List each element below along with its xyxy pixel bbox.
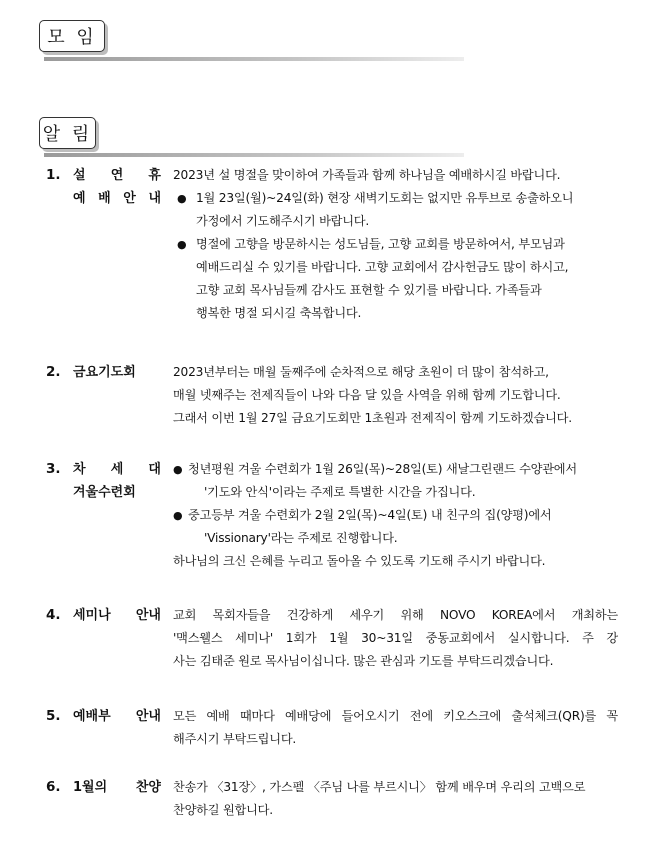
notice-text: 2023년 설 명절을 맞이하여 가족들과 함께 하나님을 예배하시길 바랍니다.	[173, 168, 561, 182]
notice-body	[173, 164, 618, 325]
bullet-item	[173, 504, 618, 550]
notice-title-line: 금요기도회	[73, 365, 136, 380]
notice-number: 6.	[46, 779, 61, 795]
notice-number: 4.	[46, 607, 61, 623]
notice-text: 가정에서 기도해주시기 바랍니다.	[196, 214, 370, 228]
notice-text: 'Vissionary'라는 주제로 진행합니다.	[204, 531, 398, 545]
notice-title	[73, 776, 161, 799]
notice-text: 그래서 이번 1월 27일 금요기도회만 1초원과 전제직이 함께 기도하겠습니다.	[173, 411, 572, 425]
notice-text: 교회 목회자들을 건강하게 세우기 위해 NOVO KOREA에서 개최하는	[173, 608, 618, 622]
notice-text: '기도와 안식'이라는 주제로 특별한 시간을 가집니다.	[204, 485, 476, 499]
notice-text: 청년평원 겨울 수련회가 1월 26일(목)~28일(토) 새날그린랜드 수양관에서	[188, 462, 577, 476]
notice-text: 2023년부터는 매월 둘째주에 순차적으로 해당 초원이 더 많이 참석하고,	[173, 365, 549, 379]
notice-title-line: 세미나 안내	[73, 608, 161, 623]
section-label-moim: 모 임	[47, 27, 97, 48]
notice-text: 하나님의 크신 은혜를 누리고 돌아올 수 있도록 기도해 주시기 바랍니다.	[173, 554, 546, 568]
section-tab-moim	[39, 20, 105, 52]
section-label-allim: 알 림	[42, 124, 93, 145]
bullet-dot-icon: ●	[173, 509, 183, 522]
notice-text: 고향 교회 목사님들께 감사도 표현할 수 있기를 바랍니다. 가족들과	[196, 283, 542, 297]
notice-body	[173, 776, 618, 822]
notice-number: 1.	[46, 167, 61, 183]
notice-body	[173, 604, 618, 673]
notice-text: 찬양하길 원합니다.	[173, 803, 273, 817]
notice-title-line: 1월의 찬양	[73, 780, 161, 795]
bullet-item	[173, 233, 618, 325]
notice-title	[73, 361, 161, 384]
section-divider-allim	[44, 153, 464, 157]
notice-text: 중고등부 겨울 수련회가 2월 2일(목)~4일(토) 내 친구의 집(양평)에서	[188, 508, 552, 522]
notice-text: 찬송가 〈31장〉, 가스펠 〈주님 나를 부르시니〉 함께 배우며 우리의 고백으로	[173, 780, 586, 794]
bullet-item	[173, 458, 618, 504]
section-tab-allim	[39, 117, 96, 149]
notice-title-line: 예배부 안내	[73, 709, 161, 724]
notice-number: 3.	[46, 461, 61, 477]
notice-text: 해주시기 부탁드립니다.	[173, 732, 297, 746]
notice-number: 2.	[46, 364, 61, 380]
bullet-dot-icon: ●	[177, 238, 187, 251]
notice-body	[173, 361, 618, 430]
notice-text: 예배드리실 수 있기를 바랍니다. 고향 교회에서 감사헌금도 많이 하시고,	[196, 260, 569, 274]
section-divider-moim	[44, 57, 464, 61]
notice-text: 행복한 명절 되시길 축복합니다.	[196, 306, 362, 320]
notice-title	[73, 458, 161, 504]
notice-title-line: 차 세 대	[73, 462, 161, 477]
notice-number: 5.	[46, 708, 61, 724]
notice-title-line: 예 배 안 내	[73, 191, 161, 206]
bullet-dot-icon: ●	[177, 192, 187, 205]
notice-text: '맥스웰스 세미나' 1회가 1월 30~31일 중동교회에서 실시합니다. 주 강	[173, 631, 618, 645]
notice-title	[73, 604, 161, 627]
notice-text: 매월 넷째주는 전제직들이 나와 다음 달 있을 사역을 위해 함께 기도합니다.	[173, 388, 561, 402]
notice-title	[73, 705, 161, 728]
notice-title-line: 겨울수련회	[73, 485, 136, 500]
notice-title-line: 설 연 휴	[73, 168, 161, 183]
notice-text: 사는 김태준 원로 목사님이십니다. 많은 관심과 기도를 부탁드리겠습니다.	[173, 654, 554, 668]
bullet-dot-icon: ●	[173, 463, 183, 476]
notice-text: 명절에 고향을 방문하시는 성도님들, 고향 교회를 방문하여서, 부모님과	[196, 237, 565, 251]
notice-title	[73, 164, 161, 210]
notice-text: 모든 예배 때마다 예배당에 들어오시기 전에 키오스크에 출석체크(QR)를 꼭	[173, 709, 618, 723]
notice-body	[173, 705, 618, 751]
bullet-item	[173, 187, 618, 233]
notice-text: 1월 23일(월)~24일(화) 현장 새벽기도회는 없지만 유투브로 송출하오니	[196, 191, 574, 205]
notice-body	[173, 458, 618, 573]
